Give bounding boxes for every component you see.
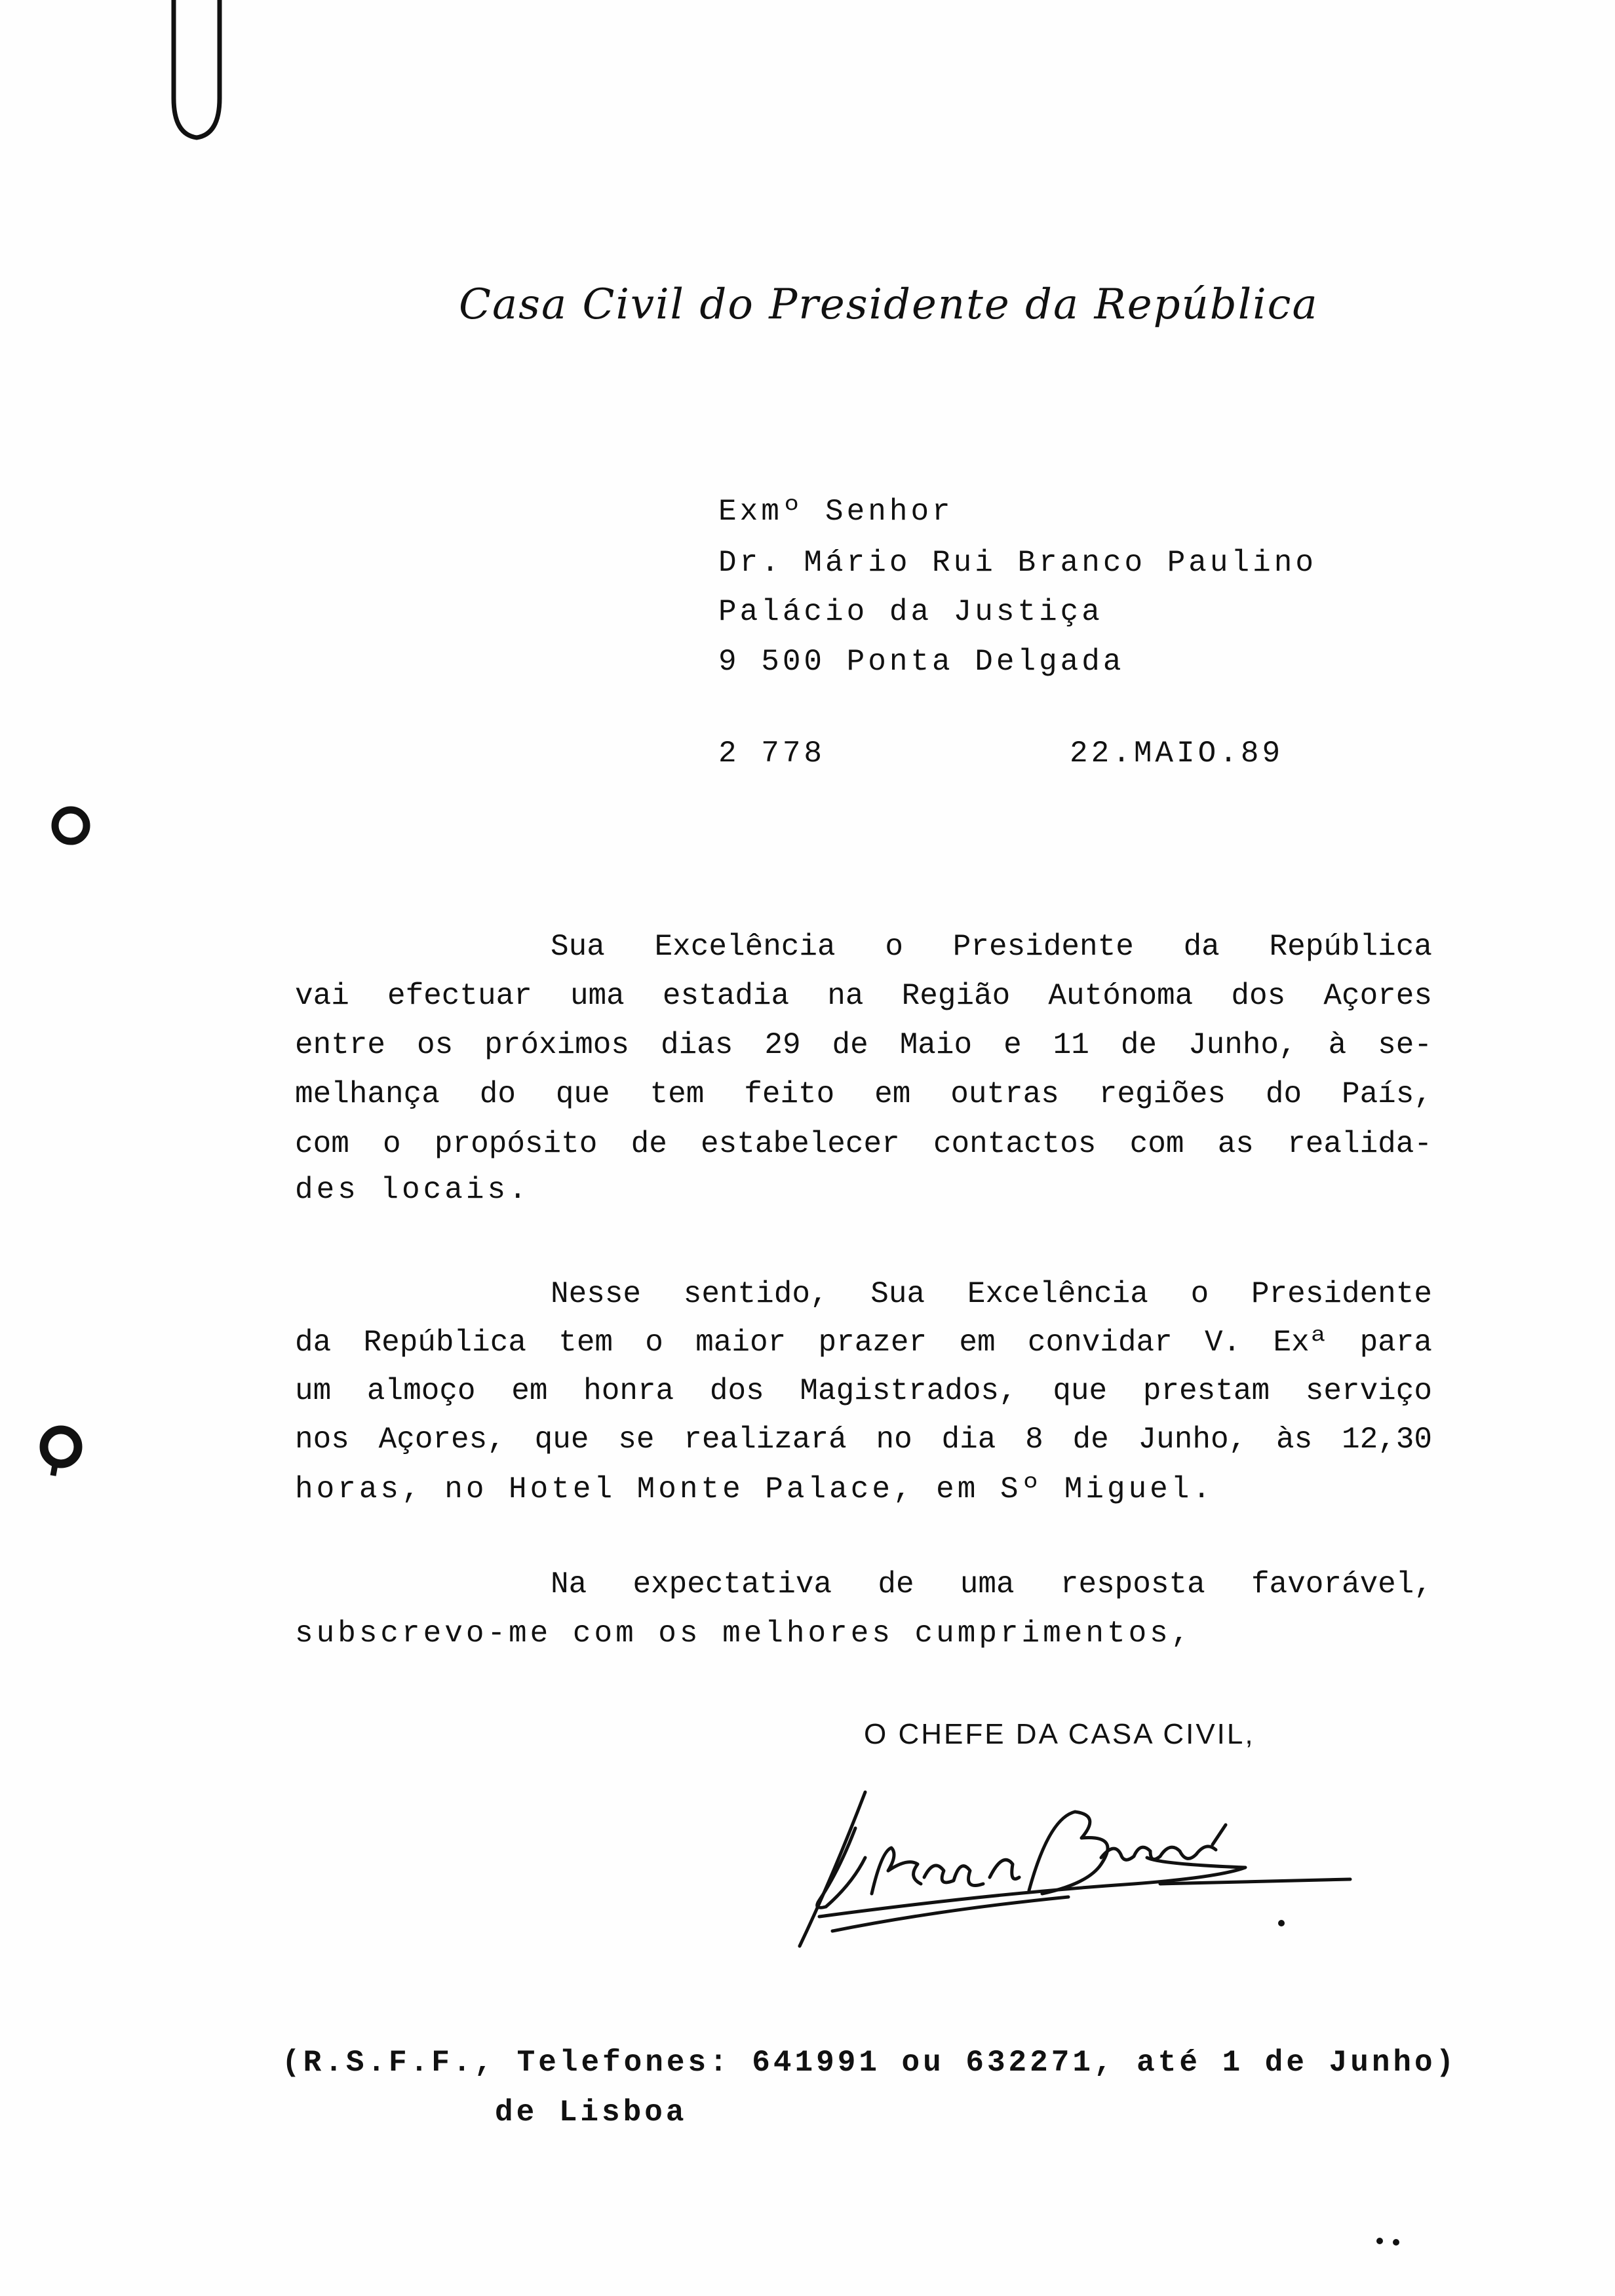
letter-date: 22.MAIO.89 [1070,737,1284,771]
recipient-address-line2: 9 500 Ponta Delgada [718,645,1125,679]
stray-dots [1370,2231,1409,2251]
recipient-name: Dr. Mário Rui Branco Paulino [718,546,1317,580]
paragraph-line: Nesse sentido, Sua Excelência o Presidente [551,1277,1432,1311]
paragraph-line: um almoço em honra dos Magistrados, que prestam serviço [295,1374,1432,1408]
recipient-address-line1: Palácio da Justiça [718,595,1103,629]
punch-hole-mark-bottom [36,1422,88,1481]
paragraph-line: melhança do que tem feito em outras regiões do País, [295,1077,1432,1111]
binder-clip-mark [161,0,233,144]
paragraph-line: entre os próximos dias 29 de Maio e 11 de Junho, à se- [295,1028,1432,1062]
signature [793,1779,1357,1956]
paragraph-line: nos Açores, que se realizará no dia 8 de Junho, às 12,30 [295,1423,1432,1457]
recipient-salutation: Exmº Senhor [718,495,954,529]
paragraph-line: horas, no Hotel Monte Palace, em Sº Miguel. [295,1472,1214,1506]
reference-number: 2 778 [718,737,826,771]
paragraph-line: subscrevo-me com os melhores cumprimentos, [295,1617,1193,1651]
paragraph-line: vai efectuar uma estadia na Região Autónoma dos Açores [295,979,1432,1013]
footer-city-line: de Lisboa [495,2095,688,2130]
closing-title: O CHEFE DA CASA CIVIL, [864,1718,1255,1750]
footer-contact-line: (R.S.F.F., Telefones: 641991 ou 632271, até 1 de Junho) [282,2046,1458,2080]
punch-hole-mark-top [46,798,98,851]
paragraph-line: des locais. [295,1173,530,1207]
paragraph-line: com o propósito de estabelecer contactos com as realida- [295,1127,1432,1161]
letterhead: Casa Civil do Presidente da República [459,280,1319,329]
paragraph-line: Sua Excelência o Presidente da República [551,930,1432,964]
paragraph-line: Na expectativa de uma resposta favorável, [551,1567,1432,1601]
paragraph-line: da República tem o maior prazer em convidar V. Exª para [295,1326,1432,1360]
